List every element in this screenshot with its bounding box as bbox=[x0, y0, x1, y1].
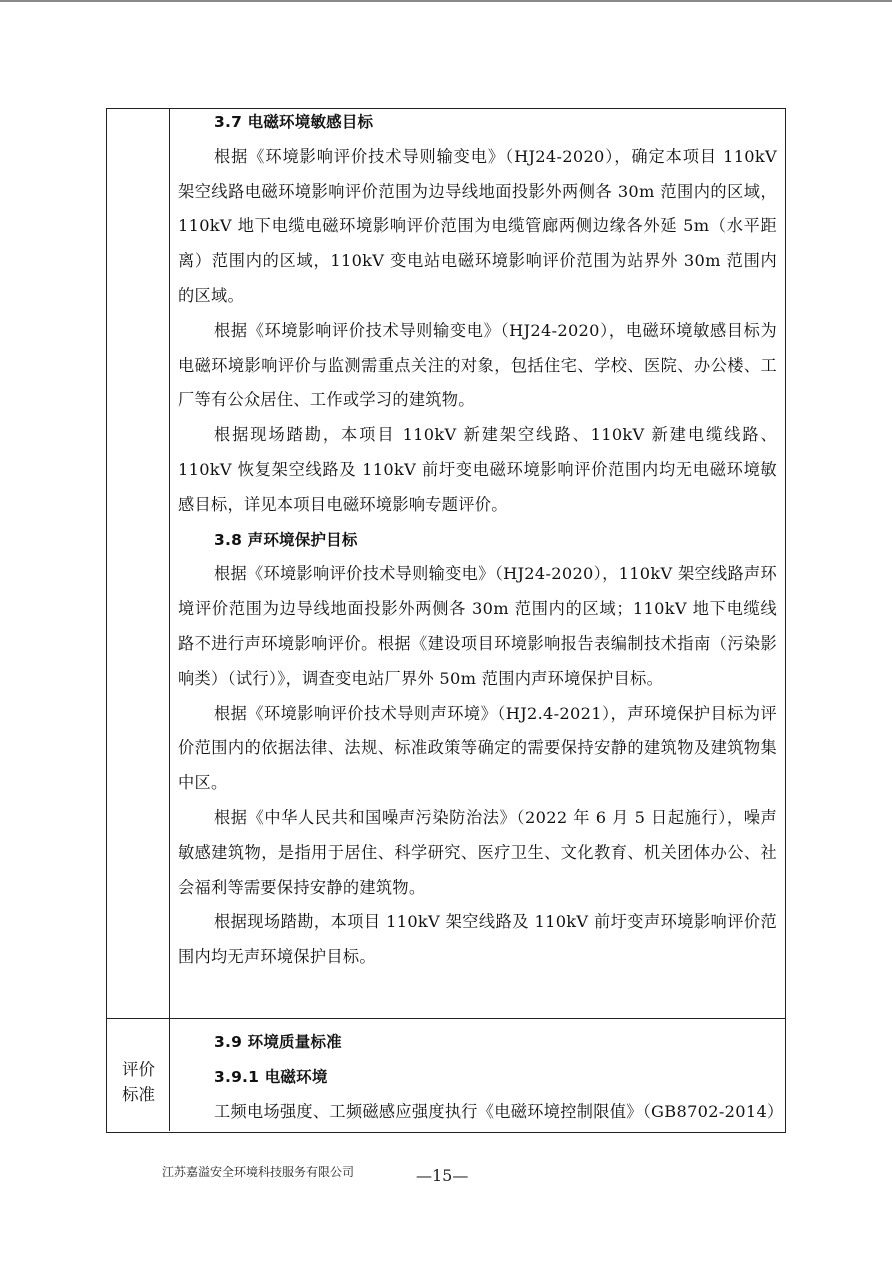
row-content-cell bbox=[170, 1019, 785, 1131]
table-row-protection-targets bbox=[107, 109, 785, 1019]
row-content-cell bbox=[170, 109, 785, 1018]
section-heading-3-7: 3.7 电磁环境敏感目标 bbox=[214, 113, 374, 131]
section-heading-3-9: 3.9 环境质量标准 bbox=[214, 1033, 342, 1051]
row-label-cell bbox=[107, 1019, 170, 1131]
top-rule bbox=[0, 0, 892, 2]
row-label-evaluation-standards bbox=[107, 1057, 170, 1107]
paragraph-3-8-2: 根据《环境影响评价技术导则声环境》（HJ2.4-2021），声环境保护目标为评价范围内的依据法律、法规、标准政策等确定的需要保持安静的建筑物及建筑物集中区。 bbox=[178, 703, 777, 793]
paragraph-3-8-3: 根据《中华人民共和国噪声污染防治法》（2022 年 6 月 5 日起施行），噪声敏感建筑物，是指用于居住、科学研究、医疗卫生、文化教育、机关团体办公、社会福利等需要保持安静的建筑物。 bbox=[178, 807, 777, 897]
section-subheading-3-9-1: 3.9.1 电磁环境 bbox=[214, 1067, 328, 1086]
paragraph-3-8-1: 根据《环境影响评价技术导则输变电》（HJ24-2020），110kV 架空线路声环境评价范围为边导线地面投影外两侧各 30m 范围内的区域；110kV 地下电缆线路不进行声环境影响评价。根据《建设项目环境影响报告表编制技术指南（污染影响类）（试行）》，调查变电站厂界外 50m 范围内声环境保护目标。 bbox=[178, 564, 777, 688]
footer-company-name: 江苏嘉溢安全环境科技服务有限公司 bbox=[162, 1165, 355, 1179]
section-heading-3-8: 3.8 声环境保护目标 bbox=[214, 530, 358, 549]
page-number: —15— bbox=[416, 1166, 469, 1185]
content-table bbox=[106, 108, 786, 1133]
paragraph-3-9-1: 工频电场强度、工频磁感应强度执行《电磁环境控制限值》（GB8702-2014） bbox=[214, 1101, 784, 1121]
row-label-text: 评价标准 bbox=[121, 1060, 155, 1104]
table-row-evaluation-standards bbox=[107, 1019, 785, 1131]
paragraph-3-7-1: 根据《环境影响评价技术导则输变电》（HJ24-2020），确定本项目 110kV 架空线路电磁环境影响评价范围为边导线地面投影外两侧各 30m 范围内的区域，110kV 地下电缆电磁环境影响评价范围为电缆管廊两侧边缘各外延 5m（水平距离）范围内的区域，110kV 变电站电磁环境影响评价范围为站界外 30m 范围内的区域。 bbox=[178, 146, 777, 305]
row-label-cell-empty bbox=[107, 109, 170, 1018]
paragraph-3-8-4: 根据现场踏勘，本项目 110kV 架空线路及 110kV 前圩变声环境影响评价范围内均无声环境保护目标。 bbox=[178, 912, 777, 967]
paragraph-3-7-3: 根据现场踏勘，本项目 110kV 新建架空线路、110kV 新建电缆线路、110kV 恢复架空线路及 110kV 前圩变电磁环境影响评价范围内均无电磁环境敏感目标，详见本项目电磁环境影响专题评价。 bbox=[178, 425, 777, 514]
paragraph-3-7-2: 根据《环境影响评价技术导则输变电》（HJ24-2020），电磁环境敏感目标为电磁环境影响评价与监测需重点关注的对象，包括住宅、学校、医院、办公楼、工厂等有公众居住、工作或学习的建筑物。 bbox=[178, 320, 777, 410]
